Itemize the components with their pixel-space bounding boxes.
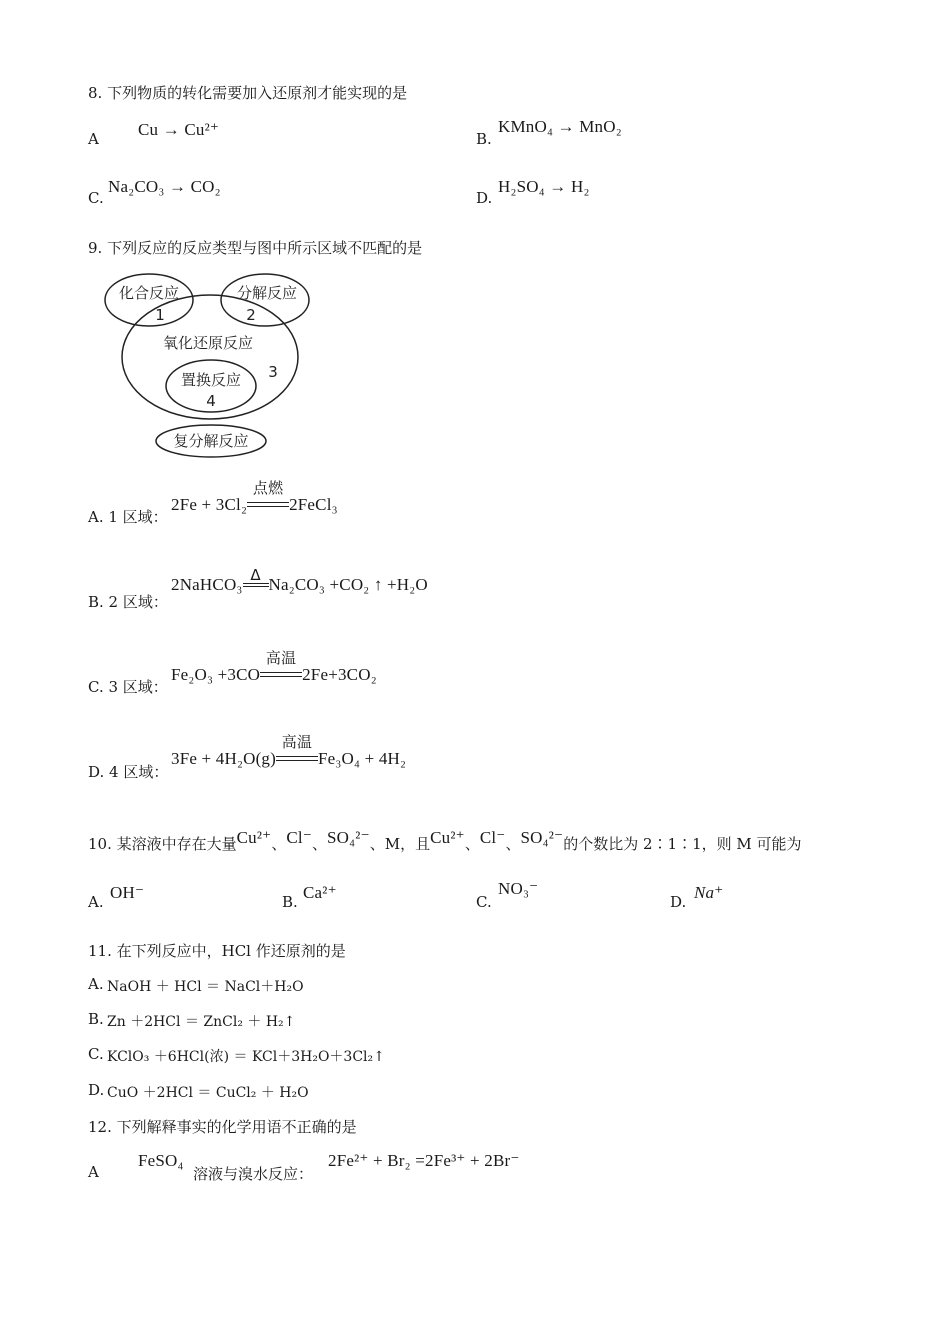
q9-b-condition <box>243 566 269 590</box>
q11-option-c-label: C. <box>88 1045 104 1063</box>
q9-option-a-equation <box>171 479 338 515</box>
q9-a-condition-text: 点燃 <box>252 479 284 497</box>
reaction-types-diagram <box>95 262 325 467</box>
q9-d-condition <box>276 733 318 764</box>
q10-stem-end: 的个数比为 2∶1∶1，则 M 可能为 <box>563 835 802 853</box>
q10-option-b-formula: Ca²⁺ <box>303 883 337 902</box>
q12-option-a-description: 溶液与溴水反应： <box>193 1165 314 1183</box>
q9-a-condition <box>247 479 289 510</box>
q9-a-equals-sign <box>247 502 289 507</box>
q11-option-a-equation: NaOH ＋ HCl ＝ NaCl＋H₂O <box>107 979 304 995</box>
q11-stem: 11. 在下列反应中，HCl 作还原剂的是 <box>88 942 346 960</box>
q9-c-equals-sign <box>260 672 302 677</box>
q8-option-b-formula: KMnO₄ → MnO₂ <box>498 117 622 136</box>
q9-c-condition-text: 高温 <box>265 649 297 667</box>
q10-option-a-formula: OH⁻ <box>110 883 145 902</box>
q10-option-d-formula: Na⁺ <box>694 883 724 902</box>
q11-option-c-equation: KClO₃ ＋6HCl(浓) ＝ KCl＋3H₂O＋3Cl₂↑ <box>107 1049 385 1065</box>
q10-option-d-label: D. <box>670 893 687 911</box>
q9-b-reactants: 2NaHCO₃ <box>171 575 243 594</box>
q10-stem-start: 10. 某溶液中存在大量 <box>88 835 237 853</box>
q11-option-d-label: D. <box>88 1081 105 1099</box>
q11-option-b-equation: Zn ＋2HCl ＝ ZnCl₂ ＋ H₂↑ <box>107 1014 296 1030</box>
q8-option-c-label: C. <box>88 189 104 207</box>
q10-ion-cu-2: Cu²⁺ <box>430 828 465 847</box>
q9-d-condition-text: 高温 <box>281 733 313 751</box>
q10-ion-cu: Cu²⁺ <box>236 828 272 847</box>
q11-option-b-label: B. <box>88 1010 104 1028</box>
q9-option-b-label: B. 2 区域： <box>88 593 168 611</box>
q8-option-d-formula: H₂SO₄ → H₂ <box>498 177 590 196</box>
q10-ion-cl-2: Cl⁻ <box>479 828 506 847</box>
q10-m-text: 、M，且 <box>369 835 431 853</box>
q9-a-products: 2FeCl₃ <box>289 495 338 514</box>
double-decomposition-label: 复分解反应 <box>173 432 249 450</box>
q10-option-c-label: C. <box>476 893 492 911</box>
q10-sep-4: 、 <box>505 835 521 853</box>
q9-option-a-label: A. 1 区域： <box>88 508 168 526</box>
redox-label: 氧化还原反应 <box>162 334 254 352</box>
q9-option-d-equation <box>171 733 407 769</box>
q8-option-a-formula: Cu → Cu²⁺ <box>138 120 220 139</box>
q9-c-products: 2Fe+3CO₂ <box>302 665 377 684</box>
q9-c-reactants: Fe₂O₃ +3CO <box>171 665 261 684</box>
q9-d-products: Fe₃O₄ + 4H₂ <box>318 749 407 768</box>
q10-ion-cl: Cl⁻ <box>286 828 312 847</box>
q11-option-a-label: A. <box>88 975 104 993</box>
q9-b-condition-text: Δ <box>250 566 261 584</box>
q8-stem: 8. 下列物质的转化需要加入还原剂才能实现的是 <box>88 84 408 102</box>
q12-stem: 12. 下列解释事实的化学用语不正确的是 <box>88 1118 357 1136</box>
q9-option-c-label: C. 3 区域： <box>88 678 168 696</box>
q12-option-a-equation: 2Fe²⁺ + Br₂ =2Fe³⁺ + 2Br⁻ <box>328 1151 520 1170</box>
q10-sep-2: 、 <box>312 835 328 853</box>
combination-label: 化合反应 <box>118 284 180 302</box>
q8-option-a-label: A <box>88 130 99 148</box>
region-1-label: 1 <box>155 306 165 324</box>
q10-option-b-label: B. <box>282 893 298 911</box>
q9-b-products: Na₂CO₃ +CO₂ ↑ +H₂O <box>268 575 428 594</box>
q9-stem: 9. 下列反应的反应类型与图中所示区域不匹配的是 <box>88 239 423 257</box>
q10-sep-3: 、 <box>464 835 480 853</box>
q10-sep-1: 、 <box>271 835 287 853</box>
region-3-label: 3 <box>268 363 278 381</box>
region-4-label: 4 <box>206 392 216 410</box>
q9-a-reactants: 2Fe + 3Cl₂ <box>171 495 248 514</box>
q8-option-d-label: D. <box>476 189 493 207</box>
q12-option-a-label: A <box>88 1163 99 1181</box>
q9-d-equals-sign <box>276 756 318 761</box>
q9-d-reactants: 3Fe + 4H₂O(g) <box>171 749 276 768</box>
q10-option-c-formula: NO₃⁻ <box>498 879 539 898</box>
q10-option-a-label: A. <box>88 893 104 911</box>
q11-option-d-equation: CuO ＋2HCl ＝ CuCl₂ ＋ H₂O <box>107 1085 309 1101</box>
q10-stem <box>88 828 802 854</box>
q9-option-b-equation <box>171 566 428 595</box>
region-2-label: 2 <box>246 306 256 324</box>
q10-ion-so4-2: SO₄²⁻ <box>520 828 564 847</box>
q8-option-c-formula: Na₂CO₃ → CO₂ <box>108 177 221 196</box>
q10-ion-so4: SO₄²⁻ <box>327 828 370 847</box>
q8-option-b-label: B. <box>476 130 492 148</box>
decomposition-label: 分解反应 <box>236 284 298 302</box>
q9-c-condition <box>260 649 302 680</box>
q12-option-a-subject: FeSO₄ <box>138 1151 184 1170</box>
q9-option-c-equation <box>171 649 377 685</box>
q9-option-d-label: D. 4 区域： <box>88 763 169 781</box>
displacement-label: 置换反应 <box>180 371 242 389</box>
